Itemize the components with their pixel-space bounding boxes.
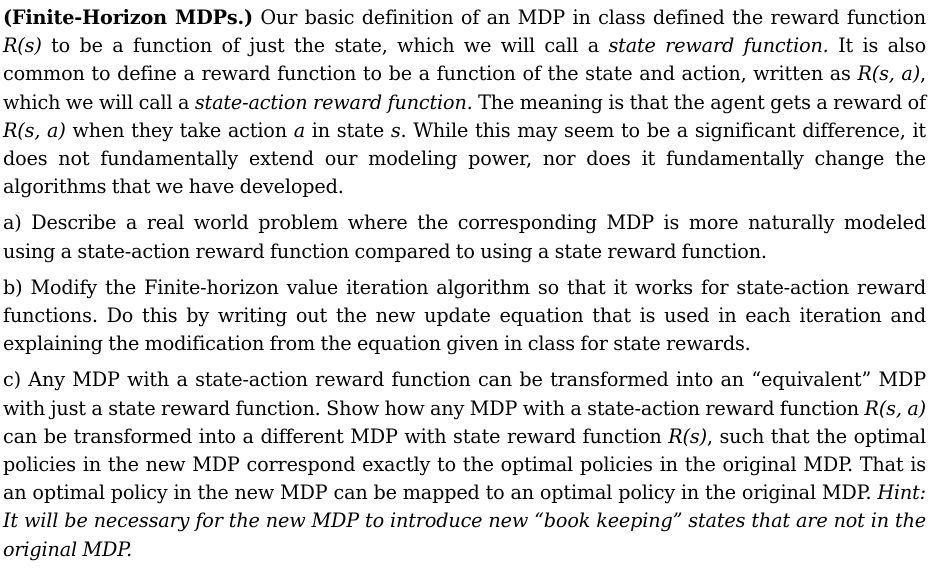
math-state-s: s (390, 118, 401, 142)
part-c-text-3: , such that the optimal policies in the new MDP correspond exactly to the optimal policies in the original MDP. That is an optimal policy in the new MDP can be mapped to an optimal policy in the original MDP. (3, 424, 926, 505)
intro-text-8: . While this may seem to be a significant difference, it does not fundamentally extend our modeling power, nor does it fundamentally change the algorithms that we have developed. (3, 118, 926, 199)
math-reward-of: R(s, a) (3, 118, 66, 142)
math-reward-R: R (3, 34, 18, 58)
part-c-text-1: c) Any MDP with a state-action reward function can be transformed into an “equivalent” MDP with just a state reward function. Show how any MDP with a state-action reward function (3, 368, 926, 420)
intro-text-1: Our basic definition of an MDP in class defined the reward function (252, 6, 926, 29)
part-b-paragraph: b) Modify the Finite-horizon value iteration algorithm so that it works for state-action reward functions. Do this by writing out the new update equation that is used in each iteration and explaining the modification from the equation given in class for state rewards. (3, 275, 926, 356)
intro-text-6: when they take action (65, 118, 294, 142)
math-action-a: a (293, 118, 305, 142)
hint-text: Hint: It will be necessary for the new MDP to introduce new “book keeping” states that are not in the original MDP. (3, 481, 926, 561)
problem-heading: (Finite-Horizon MDPs.) (3, 6, 253, 29)
part-a-paragraph: a) Describe a real world problem where the corresponding MDP is more naturally modeled using a state-action reward function compared to using a state reward function. (3, 211, 926, 263)
intro-text-3: It is also common to define a reward function to be a function of the state and action, written as (3, 34, 926, 86)
math-state-action-reward-c: R(s, a) (864, 396, 926, 420)
intro-text-2: to be a function of just the state, which we will call a (41, 34, 609, 58)
math-state-reward-c: R(s) (668, 424, 707, 448)
intro-paragraph (3, 4, 926, 201)
part-c-paragraph (3, 366, 926, 563)
part-c-text-2: can be transformed into a different MDP with state reward function (3, 424, 669, 448)
intro-text-7: in state (305, 118, 391, 142)
math-state-action-reward: R(s, a) (857, 62, 921, 86)
term-state-reward-function: state reward function. (608, 34, 829, 58)
math-reward-arg: (s) (17, 34, 42, 58)
term-state-action-reward-function: state-action reward function. (194, 90, 473, 114)
intro-text-4: , which we will call a (3, 62, 926, 114)
intro-text-5: The meaning is that the agent gets a reward of (472, 90, 926, 114)
